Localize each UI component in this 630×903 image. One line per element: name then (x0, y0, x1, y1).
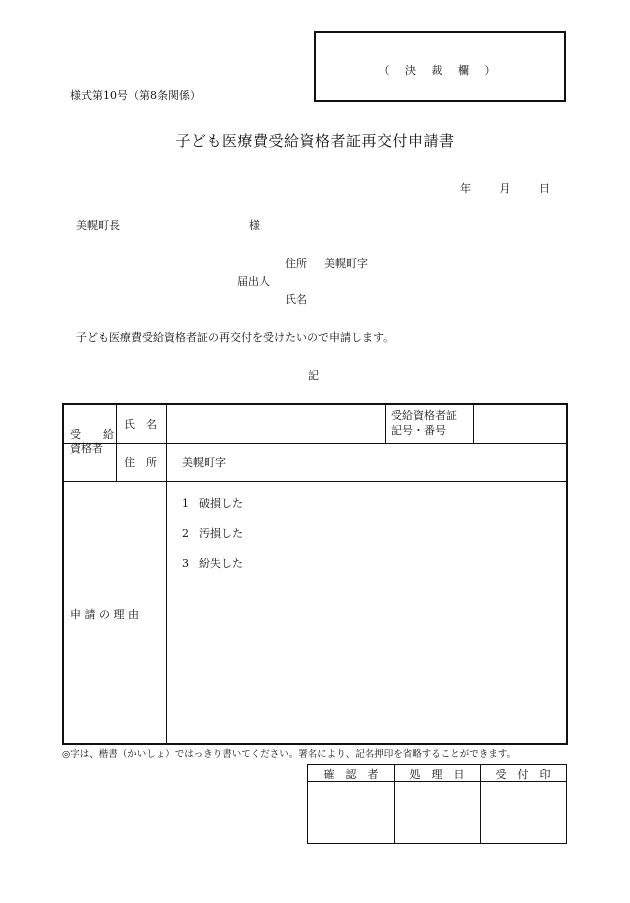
applicant-address-line (285, 258, 368, 269)
col-divider (116, 405, 117, 481)
cert-label-line1: 受給資格者証 (391, 409, 457, 422)
honorific: 様 (249, 219, 260, 232)
reason-label: 申 請 の 理 由 (70, 608, 139, 621)
application-statement: 子ども医療費受給資格者証の再交付を受けたいので申請します。 (76, 331, 395, 344)
address-label: 住 所 (124, 456, 157, 469)
date-day-label: 日 (539, 182, 550, 195)
reason-number: 2 (182, 527, 189, 540)
col-divider (385, 405, 386, 443)
application-table (62, 403, 568, 745)
reason-item[interactable] (182, 558, 243, 569)
confirmer-header: 確 認 者 (323, 768, 379, 781)
document-title: 子ども医療費受給資格者証再交付申請書 (175, 132, 455, 150)
reason-item[interactable] (182, 528, 243, 539)
notifier-label: 届出人 (237, 275, 270, 288)
reason-text: 紛失した (199, 557, 243, 570)
reason-number: 3 (182, 557, 189, 570)
process-date-header: 処 理 日 (409, 768, 465, 781)
decision-box-label: （ 決 裁 欄 ） (378, 64, 502, 77)
reason-text: 破損した (199, 497, 243, 510)
applicant-name-label: 氏名 (285, 293, 307, 306)
decision-box (314, 31, 566, 102)
applicant-address-prefix: 美幌町字 (324, 257, 368, 270)
cert-label-line2: 記号・番号 (391, 424, 446, 437)
cert-number-input-cell[interactable] (474, 405, 568, 443)
row-divider (64, 443, 566, 444)
name-input-cell[interactable] (167, 405, 385, 443)
name-label: 氏 名 (124, 418, 157, 431)
form-number: 様式第10号（第8条関係） (70, 89, 201, 102)
recipient-label-line2: 資格者 (70, 442, 103, 455)
reason-item[interactable] (182, 498, 243, 509)
date-month-label: 月 (499, 182, 511, 195)
date-line (460, 183, 550, 194)
addressee: 美幌町長 (76, 219, 120, 232)
recipient-label-line1: 受 給 (70, 428, 114, 441)
header-divider (308, 781, 566, 782)
reception-stamp-header: 受 付 印 (495, 768, 551, 781)
col-divider (166, 405, 167, 745)
confirmation-table (307, 764, 567, 844)
instruction-note: ◎字は、楷書（かいしょ）ではっきり書いてください。署名により、記名押印を省略することができます。 (62, 749, 517, 760)
date-year-label: 年 (460, 182, 471, 195)
ki-heading: 記 (308, 369, 319, 382)
row-divider (64, 481, 566, 482)
applicant-address-label: 住所 (285, 257, 307, 270)
reason-number: 1 (182, 497, 189, 510)
reason-text: 汚損した (199, 527, 243, 540)
address-value[interactable]: 美幌町字 (182, 456, 226, 469)
